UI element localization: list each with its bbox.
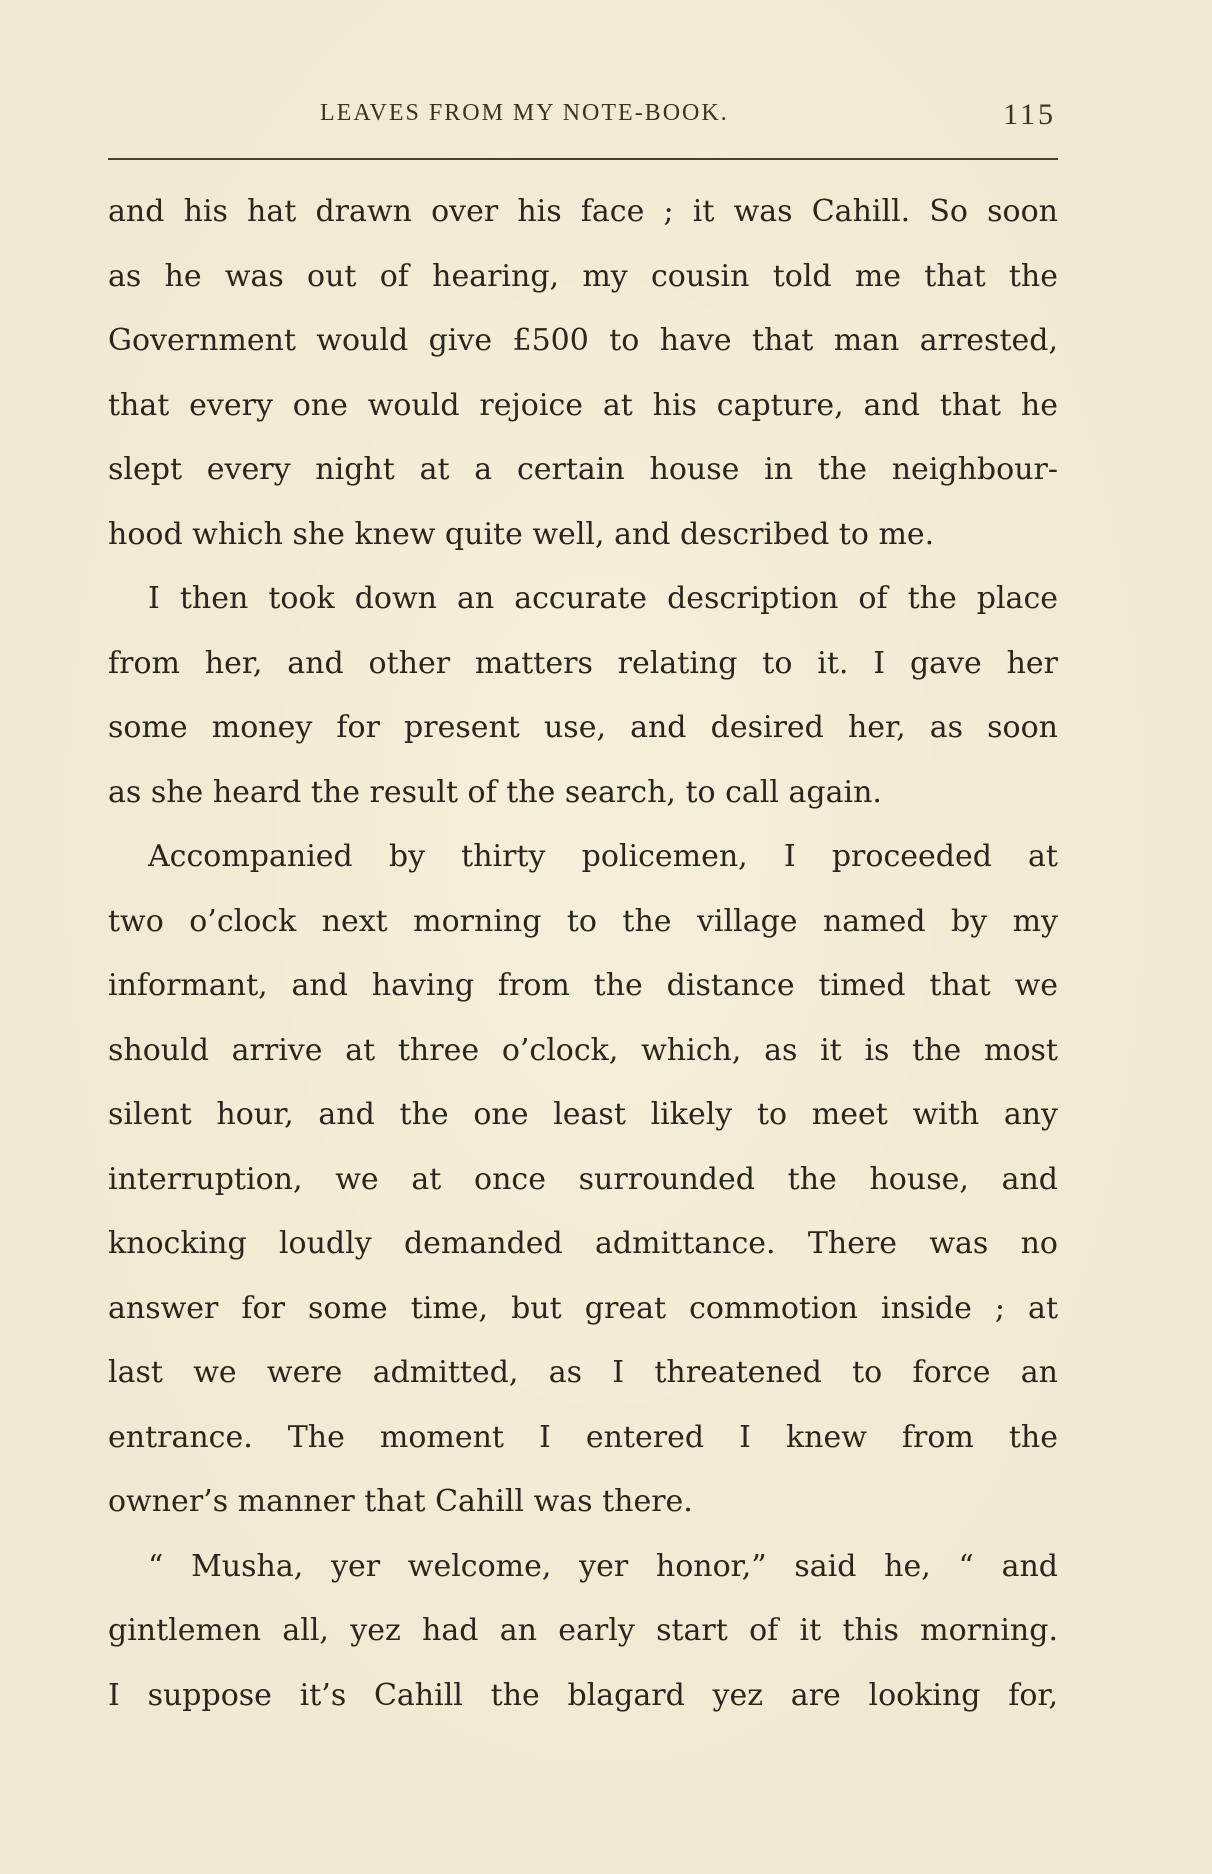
text-line: silent hour, and the one least likely to meet with any — [108, 1097, 1058, 1132]
text-line: I then took down an accurate description of the place — [148, 581, 1058, 616]
text-line: and his hat drawn over his face ; it was Cahill. So soon — [108, 194, 1058, 229]
page-number: 115 — [1003, 98, 1056, 131]
text-line: last we were admitted, as I threatened to force an — [108, 1355, 1058, 1390]
text-line: hood which she knew quite well, and described to me. — [108, 516, 935, 552]
text-line: Accompanied by thirty policemen, I proceeded at — [148, 839, 1058, 874]
text-line: informant, and having from the distance timed that we — [108, 968, 1058, 1003]
text-line: “ Musha, yer welcome, yer honor,” said he, “ and — [148, 1548, 1058, 1584]
text-line: I suppose it’s Cahill the blagard yez are looking for, — [108, 1677, 1058, 1713]
text-line: as he was out of hearing, my cousin told me that the — [108, 258, 1058, 294]
text-line: as she heard the result of the search, to call again. — [108, 774, 882, 810]
text-line: entrance. The moment I entered I knew from the — [108, 1419, 1058, 1455]
text-line: Government would give £500 to have that man arrested, — [108, 323, 1058, 358]
text-line: two o’clock next morning to the village named by my — [108, 903, 1058, 939]
text-line: knocking loudly demanded admittance. There was no — [108, 1226, 1058, 1261]
text-line: from her, and other matters relating to it. I gave her — [108, 645, 1058, 681]
body-text — [108, 180, 1058, 1728]
text-line: slept every night at a certain house in the neighbour- — [108, 452, 1058, 487]
text-line: interruption, we at once surrounded the house, and — [108, 1161, 1058, 1197]
header-rule — [108, 158, 1058, 160]
running-head — [108, 94, 1058, 134]
text-line: that every one would rejoice at his capture, and that he — [108, 387, 1058, 423]
text-line: gintlemen all, yez had an early start of it this morning. — [108, 1613, 1058, 1648]
text-line: some money for present use, and desired her, as soon — [108, 710, 1058, 745]
text-line: owner’s manner that Cahill was there. — [108, 1484, 693, 1519]
running-title: LEAVES FROM MY NOTE-BOOK. — [320, 100, 729, 126]
text-line: answer for some time, but great commotion inside ; at — [108, 1290, 1058, 1326]
text-line: should arrive at three o’clock, which, as it is the most — [108, 1032, 1058, 1068]
